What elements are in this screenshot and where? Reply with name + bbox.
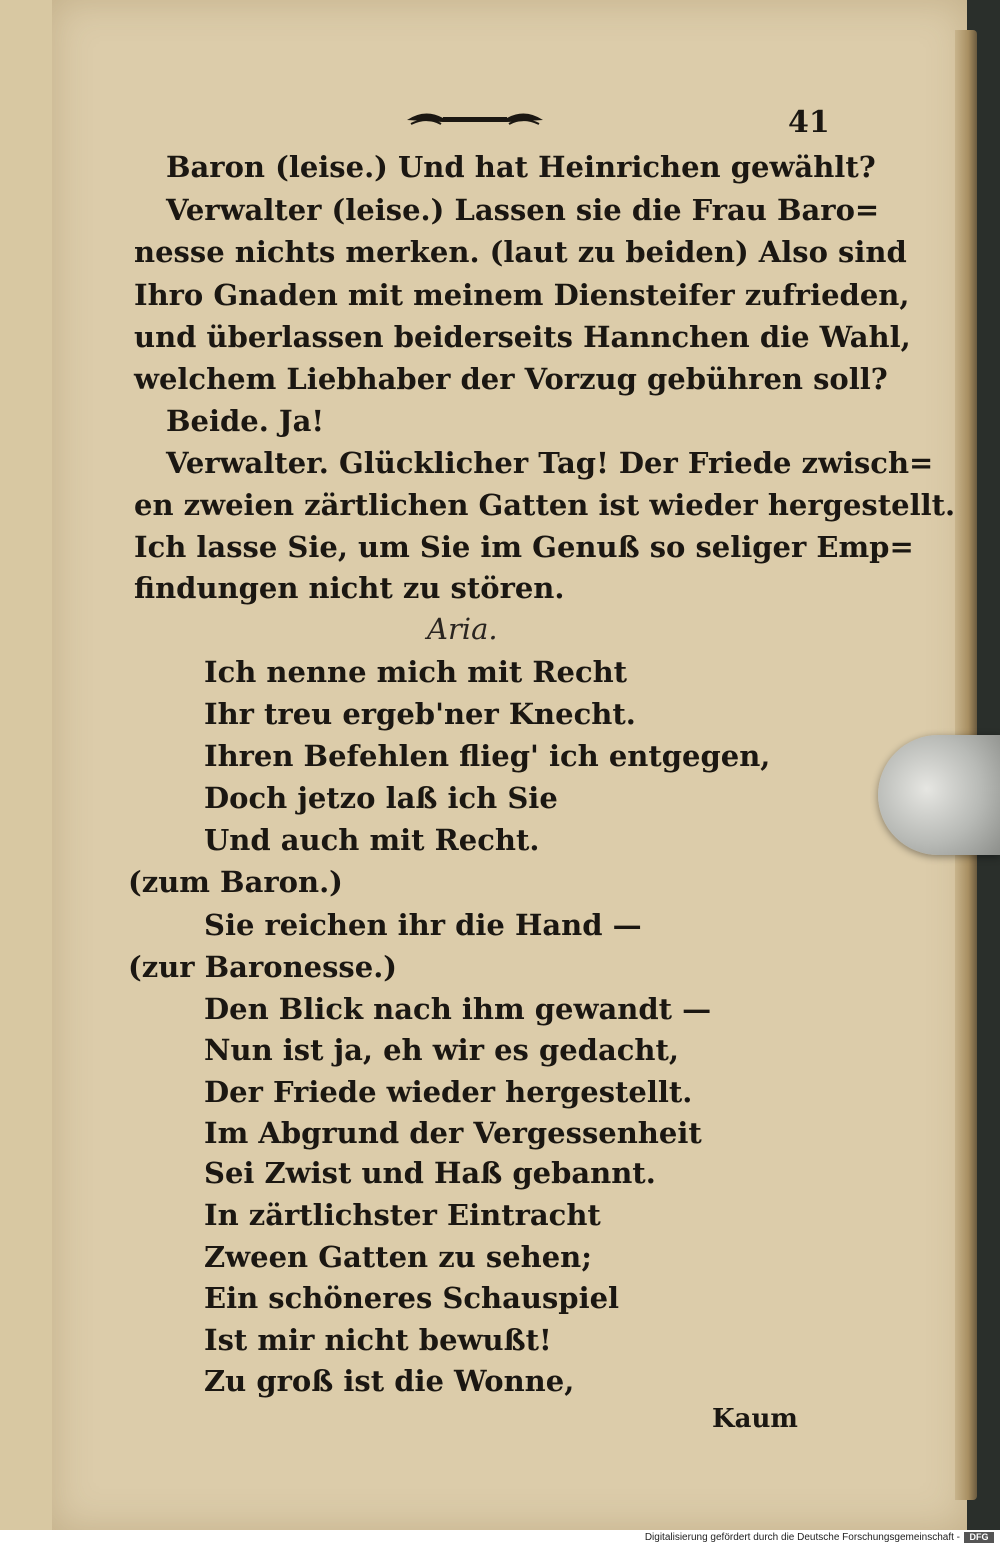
digitization-credit: Digitalisierung gefördert durch die Deutsche Forschungsgemeinschaft -: [644, 1532, 960, 1543]
verse-line: Sei Zwist und Haß gebannt.: [204, 1156, 656, 1190]
text-line: findungen nicht zu stören.: [134, 571, 565, 605]
page-number: 41: [788, 105, 830, 140]
text-line: und überlassen beiderseits Hannchen die Wahl,: [134, 320, 911, 354]
page-clip: [878, 735, 1000, 855]
verse-line: Ihr treu ergeb'ner Knecht.: [204, 697, 636, 731]
verse-line: Im Abgrund der Vergessenheit: [204, 1116, 702, 1150]
text-line: Ihro Gnaden mit meinem Diensteifer zufrieden,: [134, 278, 910, 312]
stage-direction: (zum Baron.): [128, 865, 343, 899]
verse-line: Ist mir nicht bewußt!: [204, 1323, 552, 1357]
header-ornament: [405, 106, 545, 128]
text-line: Baron (leise.) Und hat Heinrichen gewählt?: [166, 150, 876, 184]
text-line: Beide. Ja!: [166, 404, 325, 438]
verse-line: Ein schöneres Schauspiel: [204, 1281, 620, 1315]
verse-line: Den Blick nach ihm gewandt —: [204, 992, 712, 1026]
text-line: en zweien zärtlichen Gatten ist wieder hergestellt.: [134, 488, 956, 522]
dfg-logo: DFG: [964, 1532, 994, 1543]
text-line: Ich lasse Sie, um Sie im Genuß so seliger Emp=: [134, 530, 914, 564]
verse-line: Der Friede wieder hergestellt.: [204, 1075, 693, 1109]
verse-line: Doch jetzo laß ich Sie: [204, 781, 558, 815]
verse-line: Zween Gatten zu sehen;: [204, 1240, 592, 1274]
verse-line: Nun ist ja, eh wir es gedacht,: [204, 1033, 679, 1067]
text-line: Verwalter. Glücklicher Tag! Der Friede zwisch=: [166, 446, 934, 480]
aria-heading: Aria.: [427, 612, 498, 646]
verse-line: In zärtlichster Eintracht: [204, 1198, 601, 1232]
verse-line: Sie reichen ihr die Hand —: [204, 908, 642, 942]
text-line: nesse nichts merken. (laut zu beiden) Also sind: [134, 235, 907, 269]
facing-page-edge: [0, 0, 54, 1530]
verse-line: Ich nenne mich mit Recht: [204, 655, 628, 689]
catchword: Kaum: [712, 1404, 798, 1434]
stage-direction: (zur Baronesse.): [128, 950, 398, 984]
text-line: welchem Liebhaber der Vorzug gebühren soll?: [134, 362, 888, 396]
text-line: Verwalter (leise.) Lassen sie die Frau Baro=: [166, 193, 880, 227]
verse-line: Zu groß ist die Wonne,: [204, 1364, 575, 1398]
verse-line: Und auch mit Recht.: [204, 823, 540, 857]
verse-line: Ihren Befehlen flieg' ich entgegen,: [204, 739, 771, 773]
